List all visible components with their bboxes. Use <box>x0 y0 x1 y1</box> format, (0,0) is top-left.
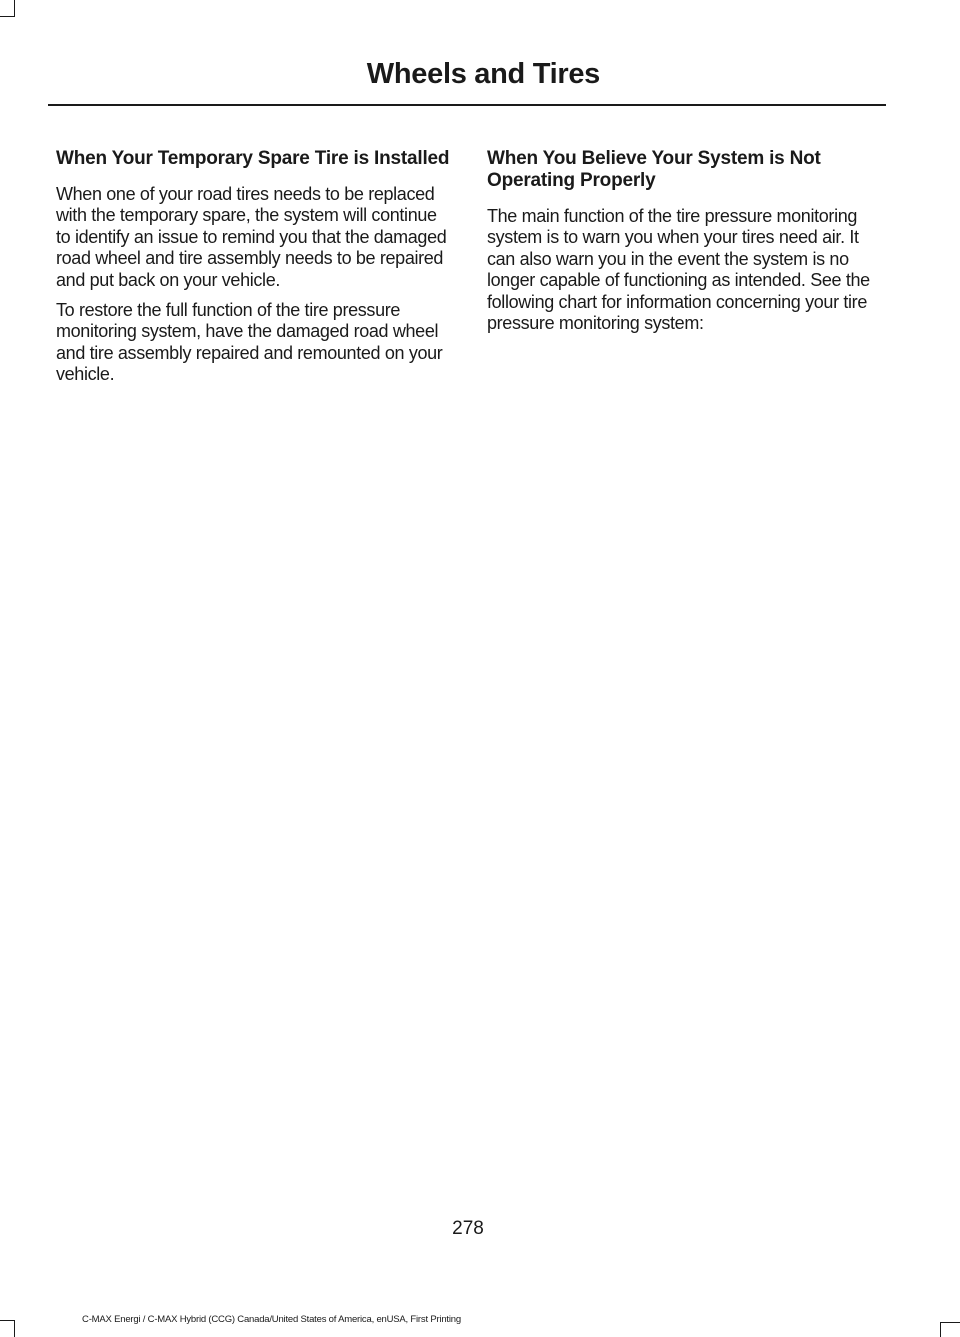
restore-function-paragraph: To restore the full function of the tire pressure monitoring system, have the damaged road wheel and tire assembly repaired and remounted on your vehicle. <box>56 300 443 385</box>
spare-tire-heading: When Your Temporary Spare Tire is Installed <box>56 148 450 169</box>
main-function-paragraph: The main function of the tire pressure monitoring system is to warn you when your tires need air. It can also warn you in the event the system is no longer capable of functioning as intended. See the following chart for information concerning your tire pressure monitoring system: <box>487 206 870 334</box>
page-number: 278 <box>452 1218 484 1239</box>
right-column <box>487 148 885 343</box>
edition-footer: C-MAX Energi / C-MAX Hybrid (CCG) Canada/United States of America, enUSA, First Printing <box>82 1314 461 1325</box>
header-divider <box>48 104 886 106</box>
crop-mark-bottom-right <box>940 1322 941 1337</box>
system-not-operating-heading: When You Believe Your System is Not Operating Properly <box>487 148 821 191</box>
crop-mark-bottom-right <box>940 1322 960 1323</box>
crop-mark-top-left <box>14 0 15 16</box>
crop-mark-top-left <box>0 16 15 17</box>
left-column <box>56 148 454 395</box>
section-title: Wheels and Tires <box>366 58 600 90</box>
spare-tire-paragraph: When one of your road tires needs to be replaced with the temporary spare, the system will continue to identify an issue to remind you that the damaged road wheel and tire assembly needs to be repaired and put back on your vehicle. <box>56 184 447 290</box>
